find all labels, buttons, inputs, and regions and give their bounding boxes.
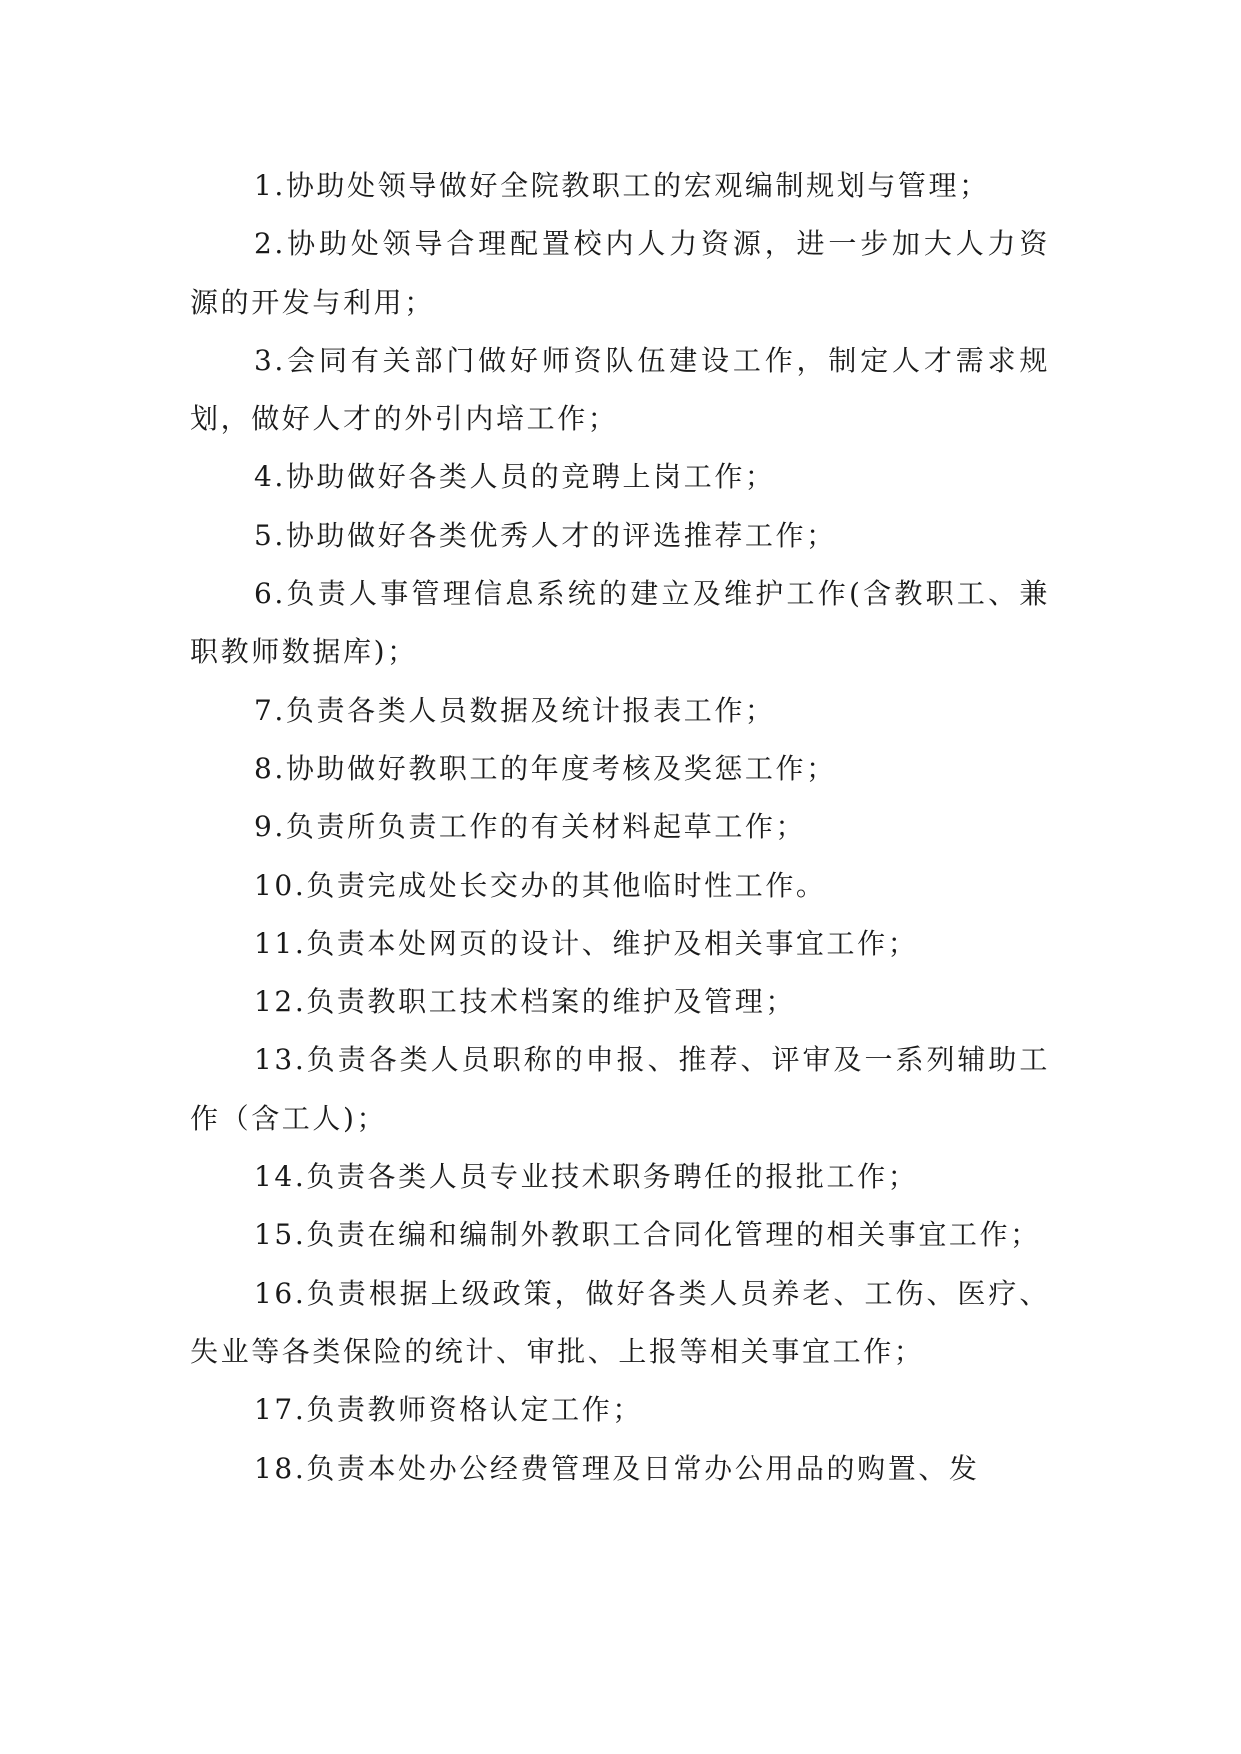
list-item: 7.负责各类人员数据及统计报表工作； <box>254 693 776 727</box>
list-item: 5.协助做好各类优秀人才的评选推荐工作； <box>254 518 837 552</box>
list-item: 2.协助处领导合理配置校内人力资源，进一步加大人力资源的开发与利用； <box>190 227 1050 319</box>
list-item: 11.负责本处网页的设计、维护及相关事宜工作； <box>254 926 919 960</box>
list-item: 18.负责本处办公经费管理及日常办公用品的购置、发 <box>254 1451 980 1485</box>
list-item: 16.负责根据上级政策，做好各类人员养老、工伤、医疗、失业等各类保险的统计、审批、上报等相关事宜工作； <box>190 1276 1050 1368</box>
list-item: 9.负责所负责工作的有关材料起草工作； <box>254 810 807 844</box>
document-body <box>190 157 1050 1498</box>
list-item: 14.负责各类人员专业技术职务聘任的报批工作； <box>254 1160 919 1194</box>
list-item: 10.负责完成处长交办的其他临时性工作。 <box>254 868 827 902</box>
list-item: 15.负责在编和编制外教职工合同化管理的相关事宜工作； <box>254 1218 1041 1252</box>
list-item: 13.负责各类人员职称的申报、推荐、评审及一系列辅助工作（含工人)； <box>190 1043 1050 1135</box>
list-item: 1.协助处领导做好全院教职工的宏观编制规划与管理； <box>254 169 990 202</box>
list-item: 4.协助做好各类人员的竞聘上岗工作； <box>254 460 776 494</box>
list-item: 3.会同有关部门做好师资队伍建设工作，制定人才需求规划，做好人才的外引内培工作； <box>190 343 1050 436</box>
list-item: 17.负责教师资格认定工作； <box>254 1393 643 1427</box>
list-item: 12.负责教职工技术档案的维护及管理； <box>254 985 796 1019</box>
list-item: 8.协助做好教职工的年度考核及奖惩工作； <box>254 751 837 785</box>
list-item: 6.负责人事管理信息系统的建立及维护工作(含教职工、兼职教师数据库)； <box>190 577 1050 669</box>
